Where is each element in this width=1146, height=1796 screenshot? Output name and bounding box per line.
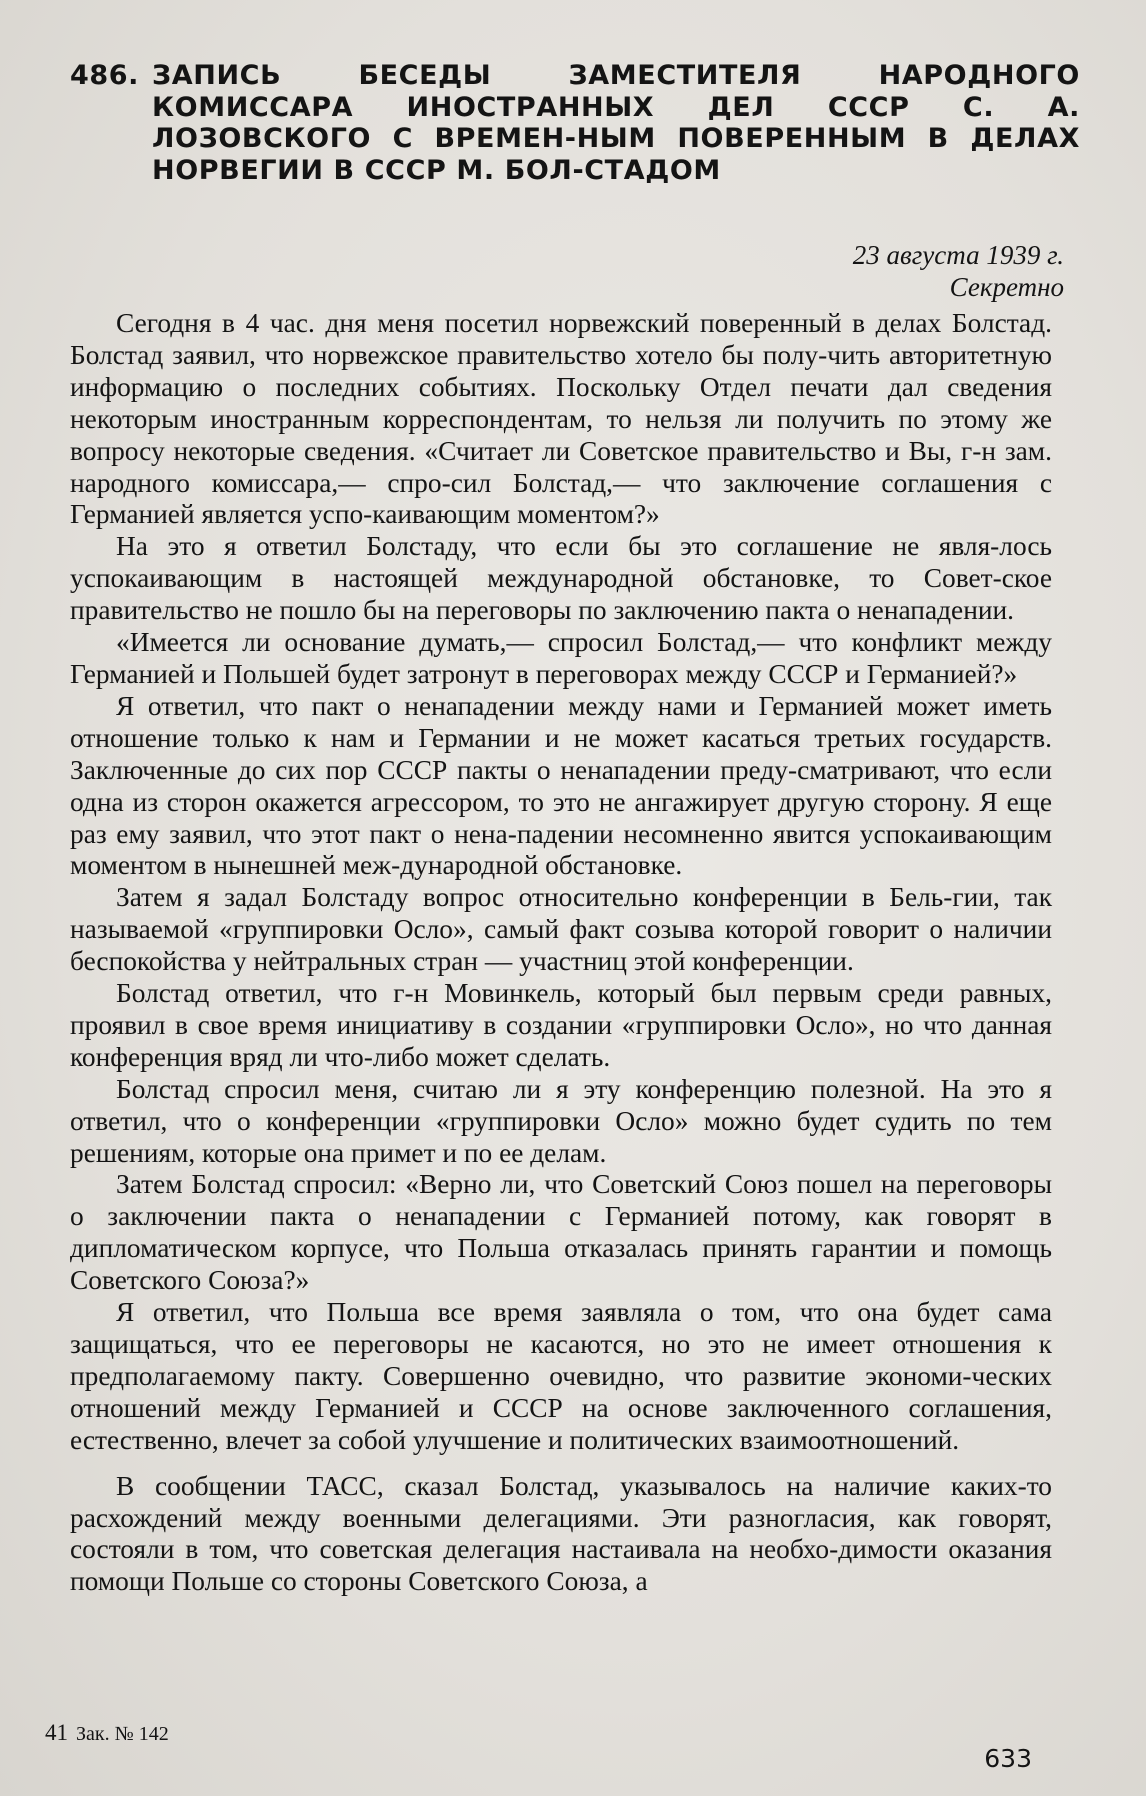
document-date: 23 августа 1939 г.: [852, 240, 1064, 270]
body-paragraph: Затем я задал Болстаду вопрос относительно конференции в Бель-гии, так называемой «группировки Осло», самый факт созыва которой говорит о наличии беспокойства у нейтральных стран — участниц этой конференции.: [70, 882, 1052, 977]
body-paragraph: Я ответил, что пакт о ненападении между нами и Германией может иметь отношение только к нам и Германии и не может касаться третьих государств. Заключенные до сих пор СССР пакты о ненападении преду-сматривают, что если одна из сторон окажется агрессором, то это не ангажирует другую сторону. Я еще раз ему заявил, что этот пакт о нена-падении несомненно явится успокаивающим моментом в нынешней меж-дународной обстановке.: [70, 690, 1052, 881]
classification-mark: Секретно: [949, 272, 1064, 302]
page-number: 633: [984, 1744, 1032, 1773]
document-title: ЗАПИСЬ БЕСЕДЫ ЗАМЕСТИТЕЛЯ НАРОДНОГО КОМИССАРА ИНОСТРАННЫХ ДЕЛ СССР С. А. ЛОЗОВСКОГО С ВРЕМЕН-НЫМ ПОВЕРЕННЫМ В ДЕЛАХ НОРВЕГИИ В СССР М. БОЛ-СТАДОМ: [152, 60, 1080, 186]
body-paragraph: Затем Болстад спросил: «Верно ли, что Советский Союз пошел на переговоры о заключении пакта о ненападении с Германией потому, как говорят в дипломатическом корпусе, что Польша отказалась принять гарантии и помощь Советского Союза?»: [70, 1169, 1052, 1296]
body-paragraph: На это я ответил Болстаду, что если бы это соглашение не явля-лось успокаивающим в настоящей международной обстановке, то Совет-ское правительство не пошло бы на переговоры по заключению пакта о ненападении.: [70, 531, 1052, 626]
body-paragraph: Болстад спросил меня, считаю ли я эту конференцию полезной. На это я ответил, что о конференции «группировки Осло» можно будет судить по тем решениям, которые она примет и по ее делам.: [70, 1073, 1052, 1168]
body-paragraph: Я ответил, что Польша все время заявляла о том, что она будет сама защищаться, что ее переговоры не касаются, но это не имеет отношения к предполагаемому пакту. Совершенно очевидно, что развитие экономи-ческих отношений между Германией и СССР на основе заключенного соглашения, естественно, влечет за собой улучшение и политических взаимоотношений.: [70, 1297, 1052, 1455]
body-paragraph: Болстад ответил, что г-н Мовинкель, который был первым среди равных, проявил в свое время инициативу в создании «группировки Осло», но что данная конференция вряд ли что-либо может сделать.: [70, 978, 1052, 1072]
dateline: [853, 239, 1064, 303]
order-number: Зак. № 142: [76, 1723, 169, 1745]
document-body: [70, 308, 1052, 1598]
printer-signature: [45, 1721, 169, 1746]
signature-mark: 41: [45, 1720, 68, 1745]
body-paragraph: Сегодня в 4 час. дня меня посетил норвежский поверенный в делах Болстад. Болстад заявил, что норвежское правительство хотело бы полу-чить авторитетную информацию о последних событиях. Поскольку Отдел печати дал сведения некоторым иностранным корреспондентам, то нельзя ли получить по этому же вопросу некоторые сведения. «Считает ли Советское правительство и Вы, г-н зам. народного комиссара,— спро-сил Болстад,— что заключение соглашения с Германией является успо-каивающим моментом?»: [70, 308, 1052, 530]
body-paragraph: «Имеется ли основание думать,— спросил Болстад,— что конфликт между Германией и Польшей будет затронут в переговорах между СССР и Германией?»: [70, 627, 1052, 689]
document-heading: [70, 60, 1080, 186]
document-number: 486.: [70, 60, 140, 91]
body-paragraph: В сообщении ТАСС, сказал Болстад, указывалось на наличие каких-то расхождений между военными делегациями. Эти разногласия, как говорят, состояли в том, что советская делегация настаивала на необхо-димости оказания помощи Польше со стороны Советского Союза, а: [70, 1470, 1052, 1597]
